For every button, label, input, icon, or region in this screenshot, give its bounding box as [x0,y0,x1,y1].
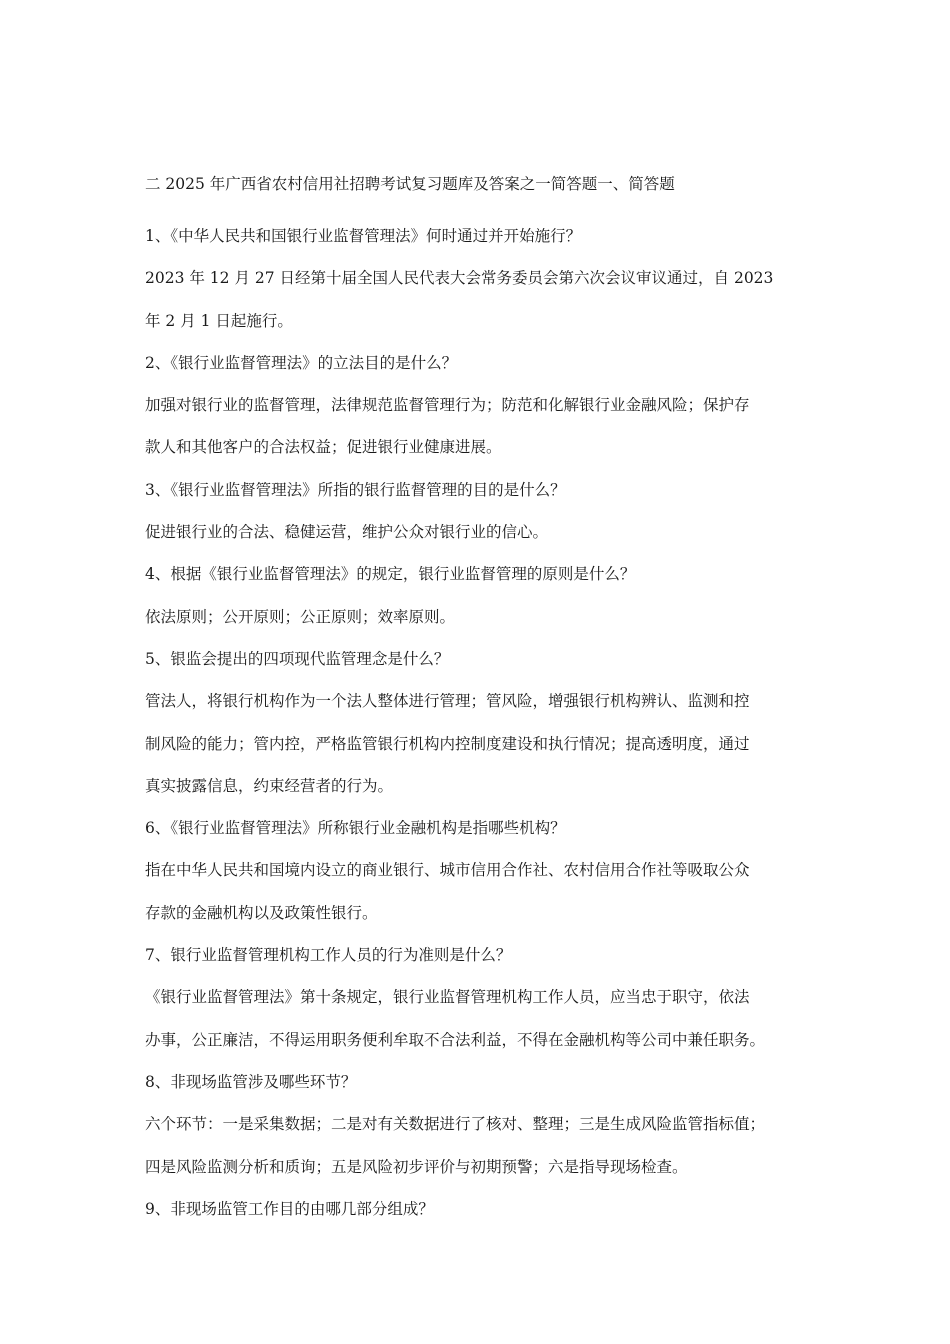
text-line: 2、《银行业监督管理法》的立法目的是什么？ [145,353,458,372]
text-line: 7、银行业监督管理机构工作人员的行为准则是什么？ [145,946,512,965]
text-line: 六个环节：一是采集数据；二是对有关数据进行了核对、整理；三是生成风险监管指标值； [145,1115,766,1134]
text-line: 指在中华人民共和国境内设立的商业银行、城市信用合作社、农村信用合作社等吸取公众 [145,861,750,880]
text-line: 8、非现场监管涉及哪些环节？ [145,1072,357,1091]
text-line: 存款的金融机构以及政策性银行。 [145,903,378,922]
text-line: 制风险的能力；管内控，严格监管银行机构内控制度建设和执行情况；提高透明度，通过 [145,734,750,753]
text-line: 依法原则；公开原则；公正原则；效率原则。 [145,607,456,626]
text-line: 3、《银行业监督管理法》所指的银行监督管理的目的是什么？ [145,480,566,499]
text-line: 5、银监会提出的四项现代监管理念是什么？ [145,649,450,668]
text-line: 办事，公正廉洁，不得运用职务便利牟取不合法利益，不得在金融机构等公司中兼任职务。 [145,1030,766,1049]
text-line: 年 2 月 1 日起施行。 [145,311,293,330]
text-line: 6、《银行业监督管理法》所称银行业金融机构是指哪些机构？ [145,819,566,838]
text-line: 加强对银行业的监督管理，法律规范监督管理行为；防范和化解银行业金融风险；保护存 [145,396,750,415]
text-line: 四是风险监测分析和质询；五是风险初步评价与初期预警；六是指导现场检查。 [145,1157,688,1176]
text-line: 4、根据《银行业监督管理法》的规定，银行业监督管理的原则是什么？ [145,565,636,584]
text-line: 《银行业监督管理法》第十条规定，银行业监督管理机构工作人员，应当忠于职守，依法 [145,988,750,1007]
text-line: 管法人，将银行机构作为一个法人整体进行管理；管风险，增强银行机构辨认、监测和控 [145,692,750,711]
document-title: 二 2025 年广西省农村信用社招聘考试复习题库及答案之一简答题一、简答题 [145,175,675,193]
text-line: 2023 年 12 月 27 日经第十届全国人民代表大会常务委员会第六次会议审议通过，自 2023 [145,269,774,288]
text-line: 9、非现场监管工作目的由哪几部分组成？ [145,1199,434,1218]
text-line: 真实披露信息，约束经营者的行为。 [145,776,394,795]
text-line: 促进银行业的合法、稳健运营，维护公众对银行业的信心。 [145,523,549,542]
text-line: 款人和其他客户的合法权益；促进银行业健康进展。 [145,438,502,457]
text-line: 1、《中华人民共和国银行业监督管理法》何时通过并开始施行？ [145,227,582,245]
document-body [145,215,810,1230]
